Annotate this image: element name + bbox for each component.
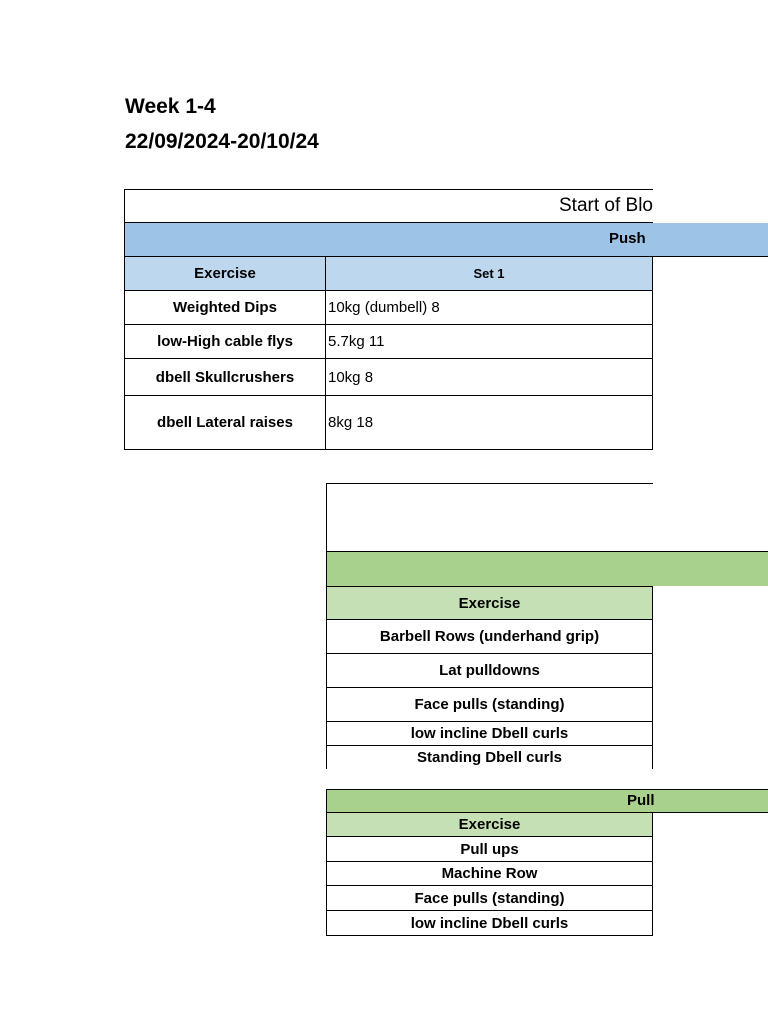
table-row-exercise: dbell Skullcrushers xyxy=(124,359,326,396)
table-row-set1: 10kg 8 xyxy=(326,359,653,396)
pull-section-bar xyxy=(326,551,768,586)
table-row-exercise: low incline Dbell curls xyxy=(326,911,653,936)
table-row-set1: 10kg (dumbell) 8 xyxy=(326,291,653,325)
table-row-exercise: low-High cable flys xyxy=(124,325,326,359)
col-header-exercise: Exercise xyxy=(124,257,326,291)
col-header-exercise: Exercise xyxy=(326,813,653,837)
table-row-set1: 5.7kg 11 xyxy=(326,325,653,359)
table-row-exercise: Barbell Rows (underhand grip) xyxy=(326,620,653,654)
push-section-label: Push xyxy=(609,230,646,247)
pull-section-label: Pull xyxy=(627,792,655,809)
date-range: 22/09/2024-20/10/24 xyxy=(125,130,319,153)
col-header-set1: Set 1 xyxy=(326,257,653,291)
push-section-bar xyxy=(124,223,768,257)
week-title: Week 1-4 xyxy=(125,95,216,118)
table-row-exercise: Lat pulldowns xyxy=(326,654,653,688)
table-row-exercise: Pull ups xyxy=(326,837,653,862)
table-row-exercise: low incline Dbell curls xyxy=(326,722,653,746)
block-title: Start of Blo xyxy=(124,189,653,223)
col-header-exercise: Exercise xyxy=(326,586,653,620)
blank-title-cell xyxy=(326,483,653,552)
table-row-set1: 8kg 18 xyxy=(326,396,653,450)
table-row-exercise: Machine Row xyxy=(326,862,653,886)
table-row-exercise: Weighted Dips xyxy=(124,291,326,325)
table-row-exercise: Face pulls (standing) xyxy=(326,688,653,722)
pull-section-bar xyxy=(326,789,768,813)
table-row-exercise: Face pulls (standing) xyxy=(326,886,653,911)
table-row-exercise: Standing Dbell curls xyxy=(326,746,653,769)
table-row-exercise: dbell Lateral raises xyxy=(124,396,326,450)
